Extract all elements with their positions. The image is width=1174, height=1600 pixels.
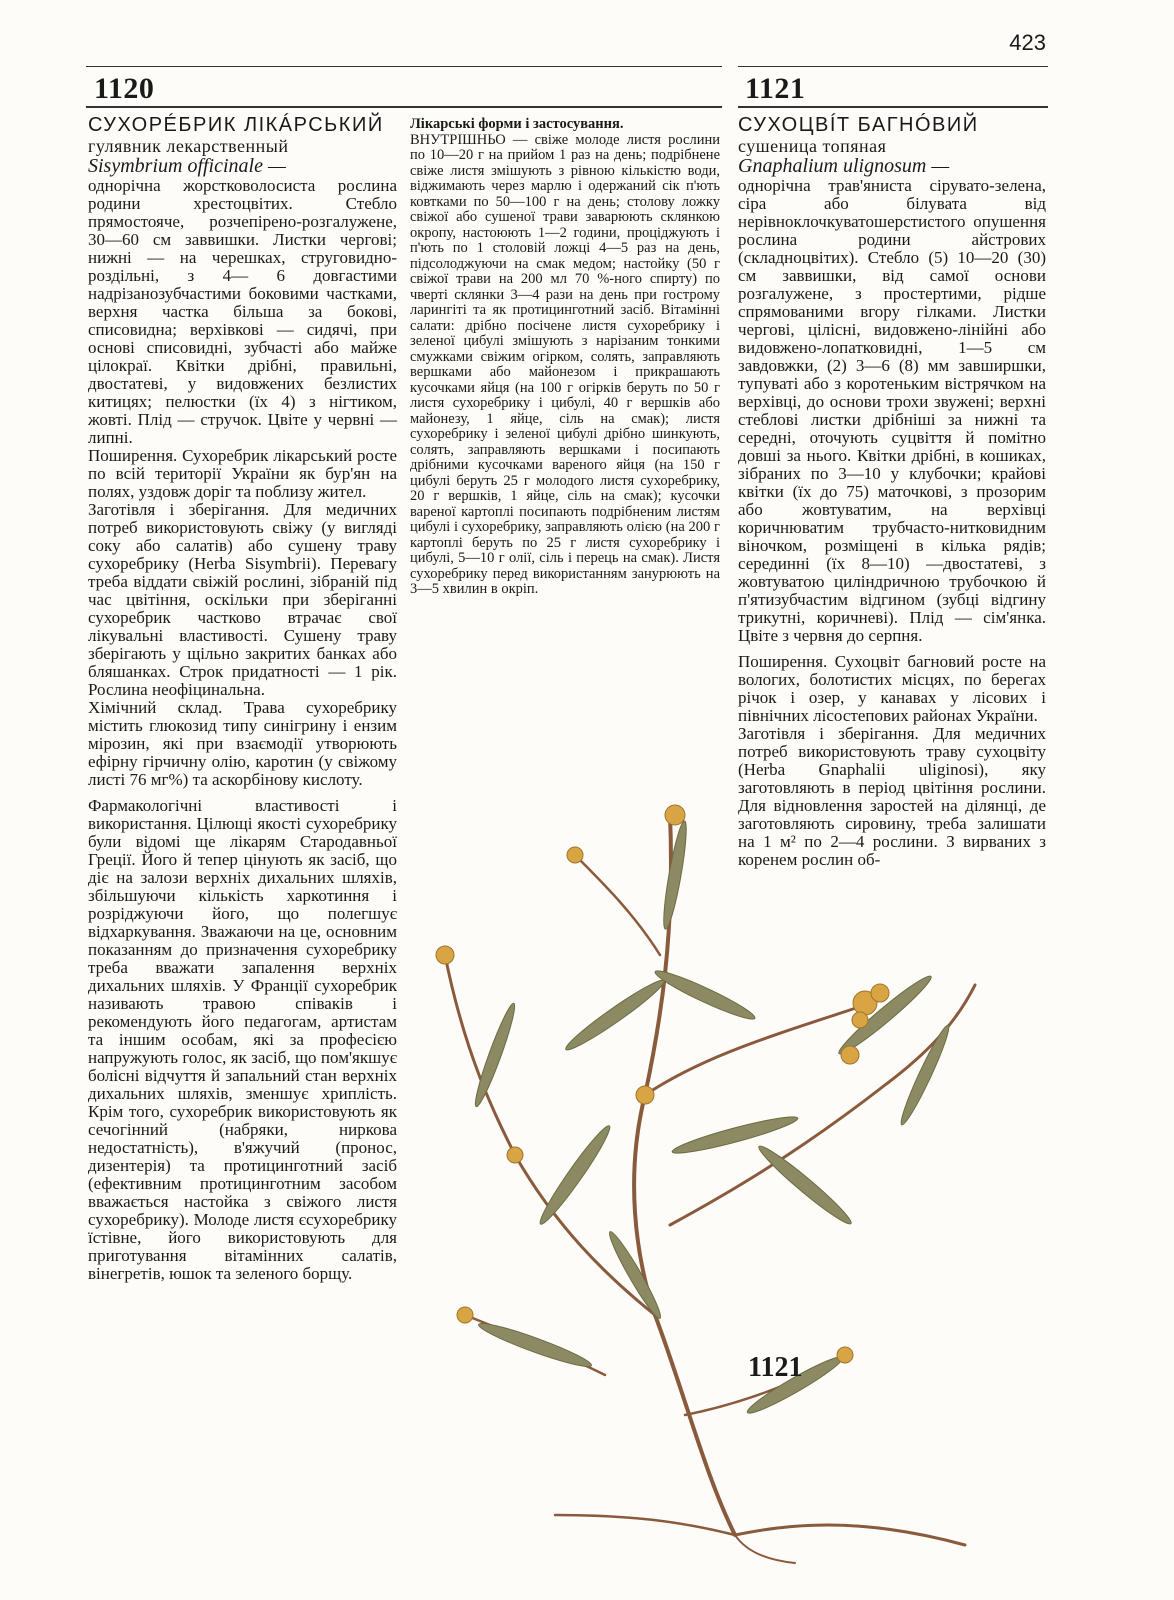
forms-text: ВНУТРІШНЬО — свіже молоде листя рослини по 10—20 г на прийом 1 раз на день; подрібнене свіже листя змішують з рівною кількістю води, віджимають через марлю і одержаний сік п'ють ковтками по 50—100 г на день; столову ложку свіжої або сушеної трави заварюють склянкою окропу, настоюють 1—2 години, проціджують і п'ють по 1 столовій ложці 4—5 раз на день, підсолоджуючи на смак медом; настойку (50 г свіжої трави на 200 мл 70 %-ного спирту) по чверті склянки 3—4 рази на день при гострому ларингіті та як протицинготний засіб. Вітамінні салати: дрібно посічене листя сухоребрику і зеленої цибулі змішують з нарізаним тонкими смужками свіжим огірком, солять, заправляють вершками або майонезом і прикрашають кусочками яйця (на 100 г огірків беруть по 50 г листя сухоребрику і цибулі, 40 г вершків або майонезу, 1 яйце, сіль на смак); листя сухоребрику і зеленої цибулі дрібно шинкують, солять, заправляють вершками і посипають дрібними кусочками вареного яйця (на 150 г цибулі беруть 25 г молодого листя сухоребрику, 20 г вершків, 1 яйце, сіль на смак); кусочки вареної картоплі посипають подрібненим листям цибулі і сухоребрику, заправляють олією (на 200 г картоплі беруть по 25 г листя сухоребрику і цибулі, 5—10 г олії, сіль і перець на смак). Листя сухоребрику перед використанням занурюють на 3—5 хвилин в окріп. xyxy=(410,131,720,597)
plate-number: 1121 xyxy=(748,1352,803,1383)
header-rule-left xyxy=(86,66,722,67)
left-column xyxy=(88,114,397,1283)
headword-left: СУХОРÉБРИК ЛІКÁРСЬКИЙ xyxy=(88,114,384,136)
russian-name-right: сушеница топяная xyxy=(738,136,887,156)
entry-rule-left xyxy=(86,106,722,108)
entry-number-1121: 1121 xyxy=(745,72,806,105)
latin-name-left: Sisymbrium officinale — xyxy=(88,155,286,177)
plant-illustration xyxy=(405,755,1005,1565)
entry-rule-right xyxy=(738,106,1048,108)
distribution-right: Поширення. Сухоцвіт багновий росте на вологих, болотистих місцях, по берегах річок і озер, у канавах у лісових і північних лісостепових районах України. xyxy=(738,652,1046,725)
forms-heading: Лікарські форми і застосування. xyxy=(410,116,624,132)
header-rule-right xyxy=(738,66,1048,67)
pharmacology-left: Фармакологічні властивості і використання. Цілющі якості сухоребрику були відомі ще лікарям Стародавньої Греції. Його й тепер цінують як засіб, що діє на залози верхніх дихальних шляхів, збільшуючи кількість харкотиння і розріджуючи його, що полегшує відхаркування. Зважаючи на це, основним показанням до призначення сухоребрику треба вважати запалення верхніх дихальних шляхів. У Франції сухоребрик називають травою співаків і рекомендують його педагогам, артистам та іншим особам, які за професією напружують голос, як засіб, що пом'якшує болісні відчуття й запальний стан верхніх дихальних шляхів, зменшує хрипліcть. Крім того, сухоребрик використовують як сечогінний (набряки, ниркова недостатність), в'яжучий (пронос, дизентерія) та протицинготний засіб (ефективним протицинготним засобом вважається настойка з свіжого листя сухоребрику). Молоде листя єсухоребрику їстівне, його використовують для приготування вітамінних салатів, вінегретів, юшок та зеленого борщу. xyxy=(88,796,397,1283)
page-number: 423 xyxy=(1009,30,1046,55)
harvesting-right: Заготівля і зберігання. Для медичних потреб використовують траву сухоцвіту (Herba Gnaphalii uliginosi), яку заготовляють в період цвітіння рослини. Для відновлення заростей на ділянці, де заготовляють сировину, треба залишати на 1 м² по 2—4 рослини. З вирваних з коренем рослин об- xyxy=(738,724,1046,869)
chemistry-left: Хімічний склад. Трава сухоребрику містить глюкозид типу синігрину і ензим мірозин, які при взаємодії утворюють ефірну гірчичну олію, каротин (у свіжому листі 76 мг%) та аскорбінову кислоту. xyxy=(88,698,397,789)
harvesting-left: Заготівля і зберігання. Для медичних потреб використовують свіжу (у вигляді соку або салатів) або сушену траву сухоребрику (Herba Sisymbrii). Перевагу треба віддати свіжій рослині, зібраній під час цвітіння, оскільки при зберіганні сухоребрик частково втрачає свої лікувальні властивості. Сушену траву зберігають у щільно закритих банках або бляшанках. Строк придатності — 1 рік. Рослина неофіцинальна. xyxy=(88,500,397,699)
headword-right: СУХОЦВÍТ БАГНÓВИЙ xyxy=(738,114,979,136)
russian-name-left: гулявник лекарственный xyxy=(88,136,289,156)
description-right: однорічна трав'яниста сірувато-зелена, сіра або білувата від нерівноклочкуватошерстистого опушення рослина родини айстрових (складноцвітих). Стебло (5) 10—20 (30) см заввишки, від самої основи розгалужене, з простертими, рідше спрямованими вгору гілками. Листки чергові, цілісні, видовжено-лінійні або видовжено-лопатковидні, 1—5 см завдовжки, (2) 3—6 (8) мм завширшки, тупуваті або з коротеньким вістрячком на верхівці, до основи трохи звужені; верхні стеблові листки дрібніші за нижні та середні, оточують суцвіття й помітно довші за нього. Квітки дрібні, в кошиках, зібраних по 3—10 у клубочки; крайові квітки (їх до 75) маточкові, з прозорим або жовтуватим, на верхівці коричнюватим трубчасто-нитковидним віночком, розміщені в кілька рядів; серединні (їх 8—10) —двостатеві, з жовтуватою циліндричною трубочкою й п'ятизубчастим відгином (зубці відгину трикутні, коричневі). Плід — сім'янка. Цвіте з червня до серпня. xyxy=(738,176,1046,645)
description-left: однорічна жорстковолосиста рослина родини хрестоцвітих. Стебло прямостояче, розчепірено-розгалужене, 30—60 см заввишки. Листки чергові; нижні — на черешках, струговидно-роздільні, з 4— 6 довгастими надрізанозубчастими боковими частками, верхня частка більша за бокові, списовидна; верхівкові — сидячі, при основі списовидні, зубчасті або майже цілокраї. Квітки дрібні, правильні, двостатеві, у видовжених безлистих китицях; пелюстки (їх 4) з нігтиком, жовті. Плід — стручок. Цвіте у червні — липні. xyxy=(88,176,397,447)
middle-column xyxy=(410,117,720,598)
distribution-left: Поширення. Сухоребрик лікарський росте по всій території України як бур'ян на полях, уздовж доріг та поблизу жител. xyxy=(88,446,397,501)
entry-number-1120: 1120 xyxy=(94,72,155,105)
latin-name-right: Gnaphalium ulignosum — xyxy=(738,155,950,177)
